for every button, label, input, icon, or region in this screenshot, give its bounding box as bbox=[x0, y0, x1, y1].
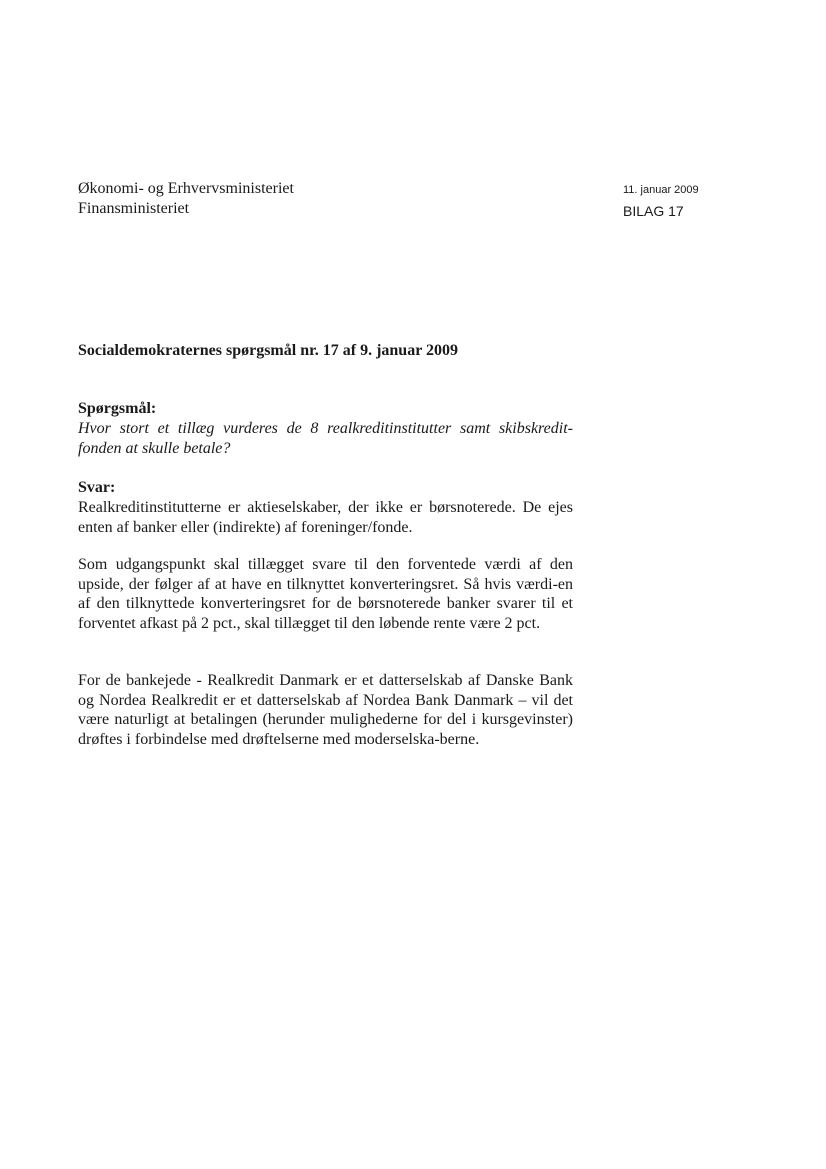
answer-label: Svar: bbox=[78, 479, 116, 496]
sender-block bbox=[78, 179, 294, 219]
answer-paragraph: For de bankejede - Realkredit Danmark er et datterselskab af Danske Bank og Nordea Realkredit er et datterselskab af Nordea Bank Danmark – vil det være naturligt at betalingen (herunder mulighederne for del i kursgevinster) drøftes i forbindelse med drøftelserne med moderselska-berne. bbox=[78, 672, 573, 748]
document-date: 11. januar 2009 bbox=[623, 184, 699, 196]
ministry-name-primary: Økonomi- og Erhvervsministeriet bbox=[78, 180, 294, 197]
question-text: Hvor stort et tillæg vurderes de 8 realkreditinstitutter samt skibskredit-fonden at skulle betale? bbox=[78, 420, 573, 457]
document-meta bbox=[623, 183, 699, 220]
answer-paragraph-block bbox=[78, 555, 573, 633]
document-heading: Socialdemokraternes spørgsmål nr. 17 af 9. januar 2009 bbox=[78, 342, 458, 359]
answer-paragraph: Realkreditinstitutterne er aktieselskaber, der ikke er børsnoterede. De ejes enten af banker eller (indirekte) af foreninger/fonde. bbox=[78, 499, 573, 536]
answer-section bbox=[78, 478, 573, 537]
question-section bbox=[78, 399, 573, 458]
ministry-name-secondary: Finansministeriet bbox=[78, 200, 190, 217]
answer-paragraph: Som udgangspunkt skal tillægget svare til den forventede værdi af den upside, der følger af at have en tilknyttet konverteringsret. Så hvis værdi-en af den tilknyttede konverteringsret for de børsnoterede banker svarer til et forventet afkast på 2 pct., skal tillægget til den løbende rente være 2 pct. bbox=[78, 556, 573, 632]
question-label: Spørgsmål: bbox=[78, 400, 157, 417]
appendix-label: BILAG 17 bbox=[623, 203, 684, 219]
answer-paragraph-block bbox=[78, 671, 573, 749]
